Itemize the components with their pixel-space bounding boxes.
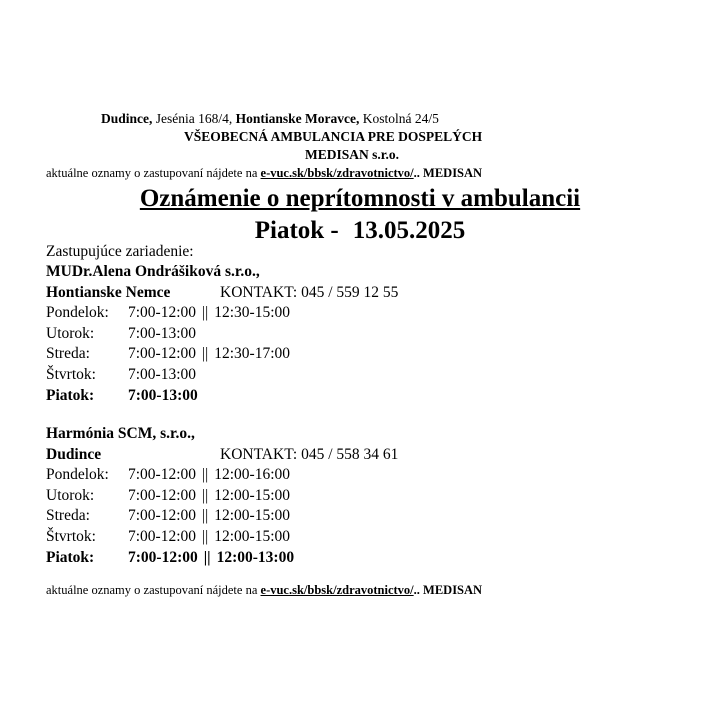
schedule-afternoon: 12:00-15:00	[214, 507, 291, 525]
facility-2-place-row	[46, 445, 686, 466]
facility-1-name: MUDr.Alena Ondrášiková s.r.o.,	[46, 263, 260, 280]
header-ambulance-name: VŠEOBECNÁ AMBULANCIA PRE DOSPELÝCH	[184, 129, 483, 144]
notice-bottom-link[interactable]: e-vuc.sk/bbsk/zdravotnictvo/	[260, 583, 414, 597]
schedule-morning: 7:00-13:00	[128, 324, 197, 342]
notice-bottom-text: aktuálne oznamy o zastupovaní nájdete na	[46, 583, 261, 597]
notice-top-link[interactable]: e-vuc.sk/bbsk/zdravotnictvo/	[260, 166, 414, 180]
schedule-row-highlighted	[46, 386, 686, 407]
header-town-2: Hontianske Moravce,	[235, 111, 360, 126]
schedule-day: Streda:	[46, 507, 90, 525]
schedule-morning: 7:00-12:00	[128, 345, 197, 363]
notice-bottom-suffix: .. MEDISAN	[413, 583, 483, 597]
schedule-separator: ||	[202, 527, 209, 545]
schedule-day: Pondelok:	[46, 304, 109, 322]
header-company-name: MEDISAN s.r.o.	[305, 147, 400, 162]
notice-bottom	[46, 584, 482, 597]
page-title: Oznámenie o neprítomnosti v ambulancii	[139, 185, 581, 212]
schedule-row	[46, 506, 686, 527]
schedule-morning: 7:00-12:00	[128, 548, 198, 566]
schedule-row	[46, 527, 686, 548]
schedule-day: Utorok:	[46, 324, 95, 342]
schedule-day: Pondelok:	[46, 466, 109, 484]
schedule-day: Streda:	[46, 345, 90, 363]
schedule-row	[46, 344, 686, 365]
schedule-day: Piatok:	[46, 386, 95, 404]
header-address-line	[101, 112, 439, 126]
schedule-row-highlighted	[46, 548, 686, 569]
schedule-row	[46, 486, 686, 507]
schedule-morning: 7:00-12:00	[128, 304, 197, 322]
schedule-afternoon: 12:30-17:00	[214, 345, 291, 363]
facility-2-place: Dudince	[46, 445, 102, 463]
schedule-morning: 7:00-12:00	[128, 527, 197, 545]
schedule-separator: ||	[202, 466, 209, 484]
absence-day: Piatok -	[254, 217, 339, 244]
schedule-morning: 7:00-13:00	[128, 386, 198, 404]
schedule-morning: 7:00-12:00	[128, 507, 197, 525]
schedule-separator: ||	[203, 548, 211, 566]
facility-1-contact: KONTAKT: 045 / 559 12 55	[220, 283, 399, 301]
schedule-day: Utorok:	[46, 486, 95, 504]
notice-top-text: aktuálne oznamy o zastupovaní nájdete na	[46, 166, 261, 180]
facility-2-name: Harmónia SCM, s.r.o.,	[46, 425, 195, 442]
facility-1-place: Hontianske Nemce	[46, 283, 171, 301]
facility-1	[46, 262, 686, 406]
schedule-afternoon: 12:00-15:00	[214, 486, 291, 504]
facility-2-contact: KONTAKT: 045 / 558 34 61	[220, 445, 399, 463]
schedule-day: Štvrtok:	[46, 365, 96, 383]
facility-2	[46, 424, 686, 568]
absence-date-value: 13.05.2025	[352, 217, 466, 244]
header-address-1: Jesénia 168/4,	[152, 111, 236, 126]
schedule-morning: 7:00-13:00	[128, 365, 197, 383]
header-town-1: Dudince,	[101, 111, 153, 126]
schedule-morning: 7:00-12:00	[128, 466, 197, 484]
header-address-2: Kostolná 24/5	[359, 111, 439, 126]
schedule-afternoon: 12:30-15:00	[214, 304, 291, 322]
schedule-separator: ||	[202, 486, 209, 504]
schedule-morning: 7:00-12:00	[128, 486, 197, 504]
schedule-afternoon: 12:00-15:00	[214, 527, 291, 545]
schedule-day: Štvrtok:	[46, 527, 96, 545]
notice-top	[46, 167, 482, 180]
notice-top-suffix: .. MEDISAN	[413, 166, 483, 180]
schedule-afternoon: 12:00-16:00	[214, 466, 291, 484]
absence-date	[0, 218, 720, 243]
substitute-label: Zastupujúce zariadenie:	[46, 243, 194, 260]
schedule-row	[46, 365, 686, 386]
schedule-afternoon: 12:00-13:00	[216, 548, 295, 566]
schedule-row	[46, 465, 686, 486]
facility-1-place-row	[46, 283, 686, 304]
schedule-separator: ||	[202, 304, 209, 322]
schedule-separator: ||	[202, 345, 209, 363]
schedule-separator: ||	[202, 507, 209, 525]
schedule-row	[46, 324, 686, 345]
schedule-row	[46, 303, 686, 324]
schedule-day: Piatok:	[46, 548, 95, 566]
